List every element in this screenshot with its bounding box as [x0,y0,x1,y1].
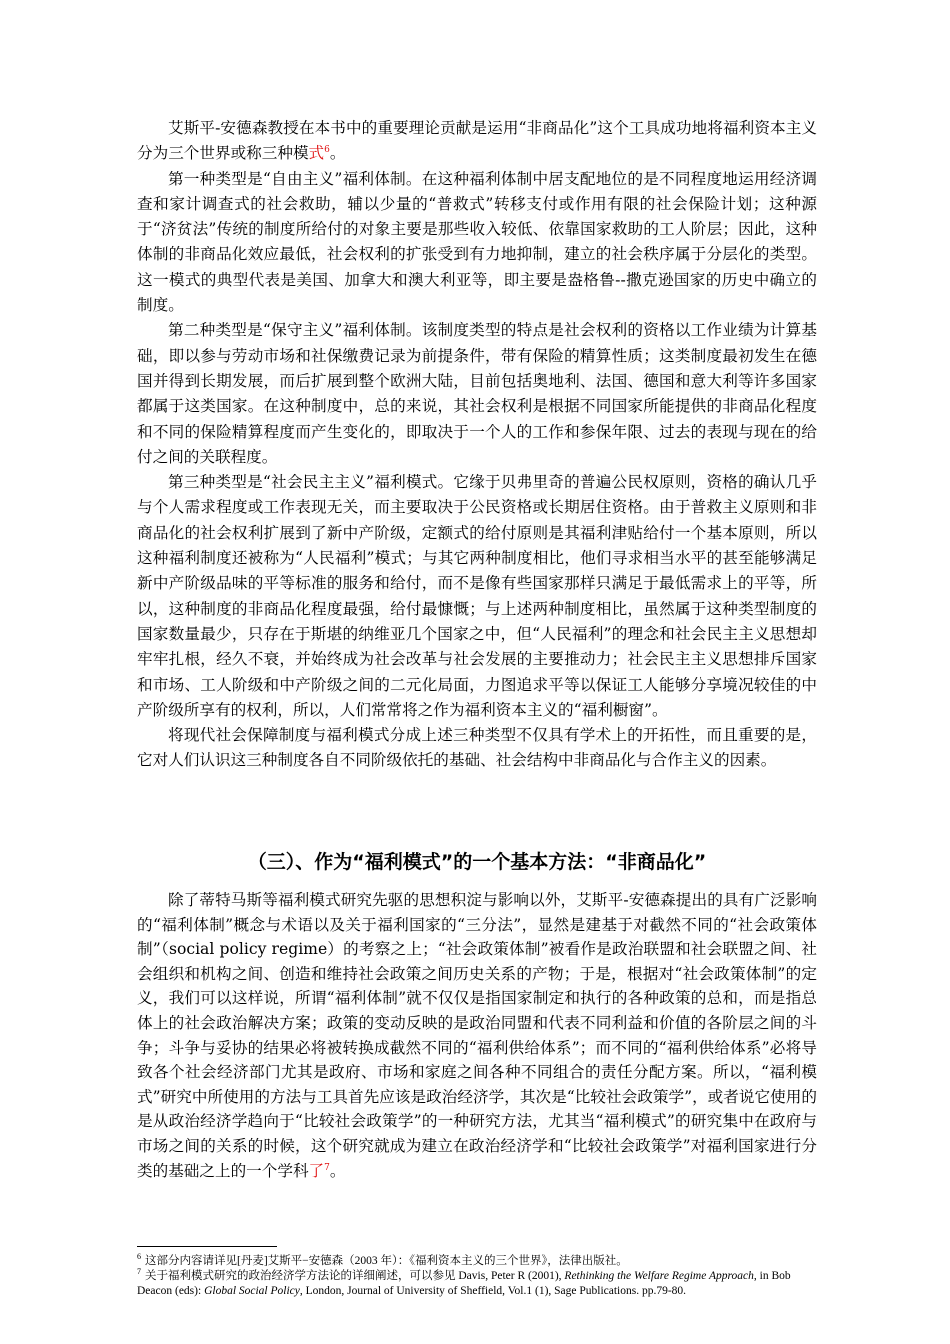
paragraph-summary: 将现代社会保障制度与福利模式分成上述三种类型不仅具有学术上的开拓性，而且重要的是，它对人们认识这三种制度各自不同阶级依托的基础、社会结构中非商品化与合作主义的因素。 [137,726,817,770]
paragraph-conservative: 第二种类型是“保守主义”福利体制。该制度类型的特点是社会权利的资格以工作业绩为计算基础，即以参与劳动市场和社保缴费记录为前提条件，带有保险的精算性质；这类制度最初发生在德国并得到长期发展，而后扩展到整个欧洲大陆，目前包括奥地利、法国、德国和意大利等许多国家都属于这类国家。在这种制度中，总的来说，其社会权利是根据不同国家所能提供的非商品化程度和不同的保险精算程度而产生变化的，即取决于一个人的工作和参保年限、过去的表现与现在的给付之间的关联程度。 [137,321,817,466]
body-text-top [137,116,817,774]
paragraph-method [137,888,817,1183]
paragraph-text: 除了蒂特马斯等福利模式研究先驱的思想积淀与影响以外，艾斯平-安德森提出的具有广泛影响的“福利体制”概念与术语以及关于福利国家的“三分法”，显然是建基于对截然不同的“社会政策体制”（social policy regime）的考察之上；“社会政策体制”被看作是政治联盟和社会联盟之间、社会组织和机构之间、创造和维持社会政策之间历史关系的产物；于是，根据对“社会政策体制”的定义，我们可以这样说，所谓“福利体制”就不仅仅是指国家制定和执行的各种政策的总和，而是指总体上的社会政治解决方案；政策的变动反映的是政治同盟和代表不同利益和价值的各阶层之间的斗争；斗争与妥协的结果必将被转换成截然不同的“福利供给体系”；而不同的“福利供给体系”必将导致各个社会经济部门尤其是政府、市场和家庭之间各种不同组合的责任分配方案。所以，“福利模式”研究中所使用的方法与工具首先应该是政治经济学，其次是“比较社会政策学”，或者说它使用的是从政治经济学趋向于“比较社会政策学”的一种研究方法，尤其当“福利模式”的研究集中在政府与市场之间的关系的时候，这个研究就成为建立在政治经济学和“比较社会政策学”对福利国家进行分类的基础之上的一个学科 [137,891,817,1180]
footnote-6 [137,1254,817,1269]
paragraph-text: 艾斯平-安德森教授在本书中的重要理论贡献是运用“非商品化”这个工具成功地将福利资本主义分为三个世界或称三种模 [137,119,817,163]
footnote-ref-6[interactable]: 6 [324,145,330,156]
footnote-separator [137,1246,277,1247]
paragraph-liberal: 第一种类型是“自由主义”福利体制。在这种福利体制中居支配地位的是不同程度地运用经济调查和家计调查式的社会救助，辅以少量的“普救式”转移支付或作用有限的社会保险计划；这种源于“济贫法”传统的制度所给付的对象主要是那些收入较低、依靠国家救助的工人阶层；因此，这种体制的非商品化效应最低，社会权利的扩张受到有力地抑制，建立的社会秩序属于分层化的类型。这一模式的典型代表是美国、加拿大和澳大利亚等，即主要是盎格鲁--撒克逊国家的历史中确立的制度。 [137,169,817,315]
footnotes [137,1254,817,1299]
footnote-article-title: Rethinking the Welfare Regime Approach [564,1270,754,1282]
footnote-book-title: Global Social Policy [204,1285,300,1297]
paragraph-end: 。 [329,1161,346,1180]
footnote-text: 这部分内容请详见[丹麦]艾斯平−安德森（2003 年）：《福利资本主义的三个世界》，法律出版社。 [145,1255,628,1267]
paragraph-red-text: 了 [308,1161,325,1180]
footnote-7 [137,1269,817,1299]
footnote-text: , London, Journal of University of Sheffield, Vol.1 (1), Sage Publications. pp.79-80. [299,1285,687,1297]
footnote-mark: 7 [137,1267,141,1277]
body-text-bottom [137,888,817,1183]
footnote-ref-7[interactable]: 7 [324,1162,330,1173]
paragraph-intro [137,116,817,167]
paragraph-end: 。 [329,144,346,163]
footnote-mark: 6 [137,1252,141,1262]
section-heading: （三）、作为“福利模式”的一个基本方法：“非商品化” [247,851,707,873]
footnote-text: , in Bob Deacon (eds): [137,1270,791,1297]
paragraph-red-text: 式 [308,144,325,163]
paragraph-social-democratic: 第三种类型是“社会民主主义”福利模式。它缘于贝弗里奇的普遍公民权原则，资格的确认几乎与个人需求程度或工作表现无关，而主要取决于公民资格或长期居住资格。由于普救主义原则和非商品化的社会权利扩展到了新中产阶级，定额式的给付原则是其福利津贴给付一个基本原则，所以这种福利制度还被称为“人民福利”模式；与其它两种制度相比，他们寻求相当水平的甚至能够满足新中产阶级品味的平等标准的服务和给付，而不是像有些国家那样只满足于最低需求上的平等，所以，这种制度的非商品化程度最强，给付最慷慨；与上述两种制度相比，虽然属于这种类型制度的国家数量最少，只存在于斯堪的纳维亚几个国家之中，但“人民福利”的理念和社会民主主义思想却牢牢扎根，经久不衰，并始终成为社会改革与社会发展的主要推动力；社会民主主义思想排斥国家和市场、工人阶级和中产阶级之间的二元化局面，力图追求平等以保证工人能够分享境况较佳的中产阶级所享有的权利，所以，人们常常将之作为福利资本主义的“福利橱窗”。 [137,473,817,719]
footnote-text: 关于福利模式研究的政治经济学方法论的详细阐述，可以参见 Davis, Peter R (2001), [145,1270,565,1282]
